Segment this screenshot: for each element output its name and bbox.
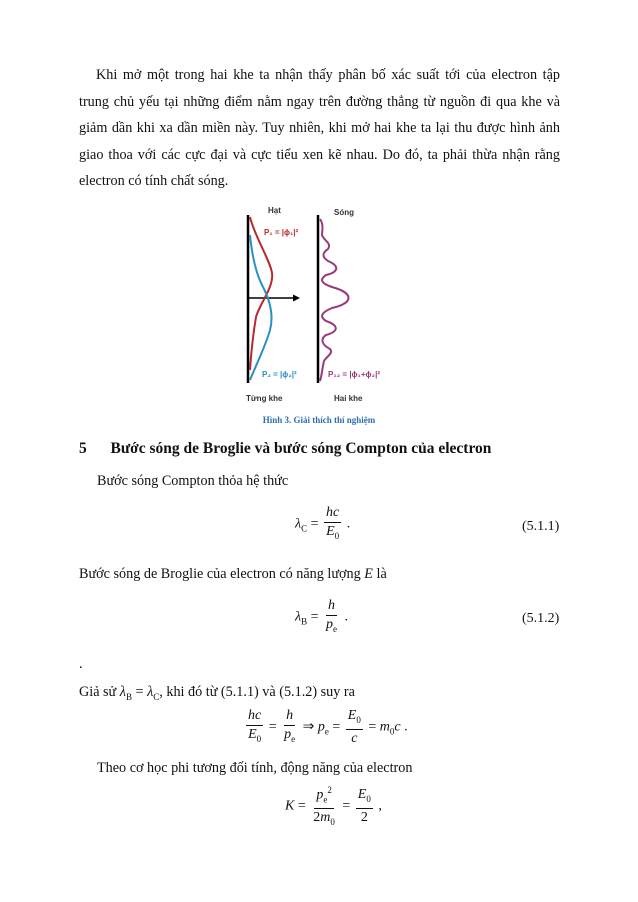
section-title: Bước sóng de Broglie và bước sóng Compton của electron bbox=[110, 440, 492, 457]
equation-5-1-1: $\lambda_C$ = $\frac{hc}{E_0}$ . bbox=[295, 505, 351, 541]
double-slit-diagram bbox=[242, 205, 412, 405]
figure-caption: Hình 3. Giải thích thí nghiệm bbox=[262, 415, 376, 425]
stray-dot: . bbox=[79, 656, 83, 672]
axis-arrow-icon bbox=[293, 295, 300, 302]
label-p2: P₂ = |ϕ₂|² bbox=[262, 370, 297, 379]
interference-curve bbox=[320, 219, 349, 381]
section-number: 5 bbox=[79, 440, 87, 457]
equation-number-2: (5.1.2) bbox=[522, 611, 560, 626]
equation-derivation: $\frac{hc}{E_0}$ = $\frac{h}{p_e}$ ⇒ $p_e$ = $\frac{E_0}{c}$ = $m_0c$ . bbox=[248, 708, 408, 746]
p1-curve bbox=[250, 217, 272, 370]
section-heading bbox=[79, 440, 491, 458]
kinetic-intro: Theo cơ học phi tương đối tính, động năng của electron bbox=[97, 760, 413, 776]
equation-kinetic: K = $\frac{p_e^2}{2m_0}$ = $\frac{E_0}{2}$ , bbox=[285, 782, 382, 830]
label-wave: Sóng bbox=[334, 208, 354, 217]
label-p12: P₁₂ = |ϕ₁+ϕ₂|² bbox=[328, 370, 380, 379]
assumption-line: Giả sử $\lambda_B = \lambda_C$, khi đó từ (5.1.1) và (5.1.2) suy ra bbox=[79, 684, 355, 702]
double-slit-figure bbox=[242, 205, 412, 405]
label-p1: P₁ = |ϕ₁|² bbox=[264, 228, 299, 237]
label-single-slit: Từng khe bbox=[246, 394, 283, 403]
equation-number-1: (5.1.1) bbox=[522, 519, 560, 534]
equation-5-1-2: $\lambda_B$ = $\frac{h}{p_e}$ . bbox=[295, 598, 348, 634]
intro-paragraph: Khi mở một trong hai khe ta nhận thấy phân bố xác suất tới của electron tập trung chủ yếu tại những điểm nằm ngay trên đường thẳng từ nguồn đi qua khe và giảm dần khi xa dần miền này. Tuy nhiên, khi mở hai khe ta lại thu được hình ảnh giao thoa với các cực đại và cực tiểu xen kẽ nhau. Do đó, ta phải thừa nhận rằng electron có tính chất sóng. bbox=[79, 67, 560, 190]
label-particle: Hạt bbox=[268, 206, 281, 215]
compton-intro: Bước sóng Compton thỏa hệ thức bbox=[97, 473, 289, 489]
label-double-slit: Hai khe bbox=[334, 394, 363, 403]
broglie-intro: Bước sóng de Broglie của electron có năng lượng E là bbox=[79, 566, 387, 582]
